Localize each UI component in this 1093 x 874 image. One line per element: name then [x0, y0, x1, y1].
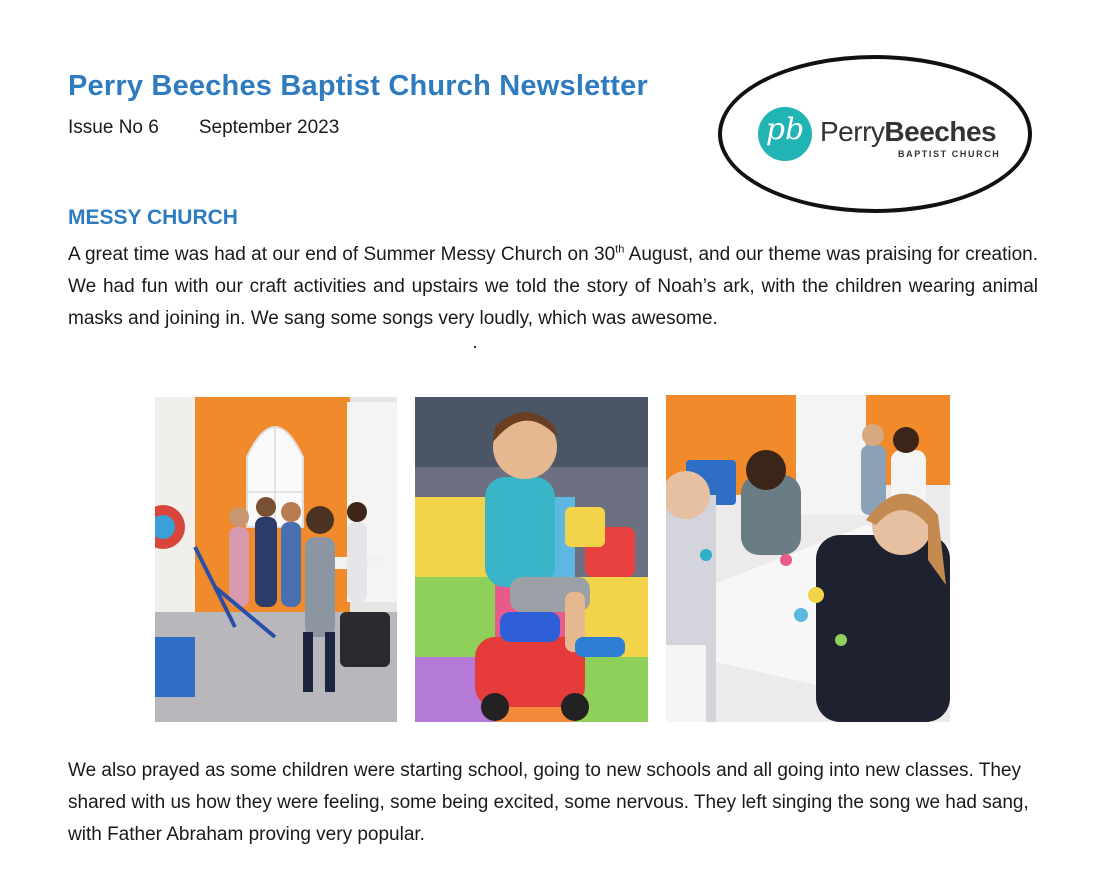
logo-brand: PerryBeeches [820, 116, 997, 147]
prayer-paragraph: We also prayed as some children were starting school, going to new schools and all going into new classes. They shared with us how they were feeling, some being excited, some nervous. They left singing the song we had sang, with Father Abraham proving very popular. [68, 760, 1029, 845]
section-heading: MESSY CHURCH [68, 206, 238, 229]
issue-line [68, 117, 339, 139]
stray-dot [474, 346, 476, 348]
logo-tagline: BAPTIST CHURCH [898, 149, 1001, 159]
photo-children-craft-room [155, 397, 397, 722]
photo-adults-craft-table [666, 395, 950, 722]
church-logo [718, 55, 1032, 213]
issue-number: Issue No 6 [68, 117, 159, 138]
photo-child-ride-on-toy [415, 397, 648, 722]
pb-monogram-icon: pb [758, 107, 812, 161]
messy-church-paragraph: A great time was had at our end of Summer Messy Church on 30th August, and our theme was praising for creation. We had fun with our craft activities and upstairs we told the story of Noah’s ark, with the children wearing animal masks and joining in. We sang some songs very loudly, which was awesome. [68, 243, 1039, 329]
page-title: Perry Beeches Baptist Church Newsletter [68, 70, 648, 102]
issue-date: September 2023 [198, 117, 340, 138]
